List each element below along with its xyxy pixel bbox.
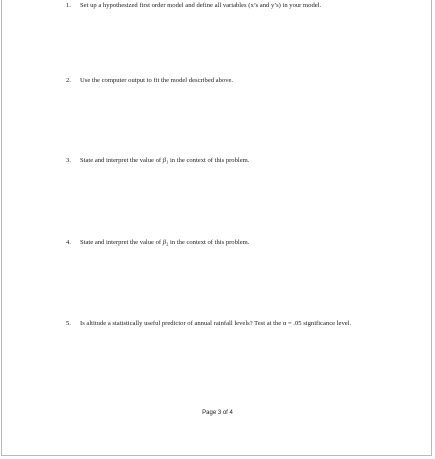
beta-subscript: 2 [166, 241, 169, 247]
question-number: 5. [66, 320, 71, 327]
beta-subscript: 1 [166, 159, 169, 165]
question-number: 2. [66, 77, 71, 84]
question-number: 1. [66, 2, 71, 9]
question-text [80, 156, 386, 167]
beta-letter: β [162, 239, 167, 246]
question-text: Use the computer output to fit the model described above. [80, 77, 234, 84]
question-text-after: in the context of this problem. [168, 239, 250, 246]
beta-letter: β [162, 157, 167, 164]
page-number-footer: Page 3 of 4 [202, 410, 233, 416]
question-number: 3. [66, 157, 71, 164]
question-text-before: State and interpret the value of [80, 157, 163, 164]
question-text: Set up a hypothesized first order model and define all variables (x’s and y’s) in your model. [80, 2, 322, 9]
question-text-after: in the context of this problem. [168, 157, 250, 164]
question-text-before: State and interpret the value of [80, 239, 163, 246]
question-number: 4. [66, 239, 71, 246]
question-text [80, 238, 386, 249]
question-text: Is altitude a statistically useful predictor of annual rainfall levels? Test at the α = .05 significance level. [80, 320, 352, 327]
document-page [1, 0, 432, 456]
